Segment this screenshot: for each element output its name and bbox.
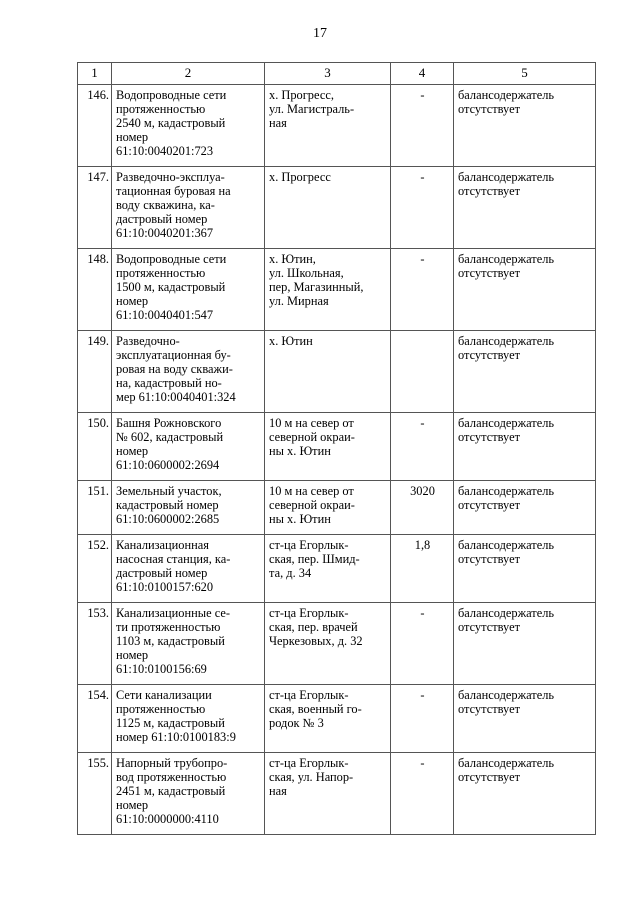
- object-name-line: 61:10:0100156:69: [116, 662, 207, 676]
- object-address-line: х. Прогресс,: [269, 88, 334, 102]
- row-number: 154.: [78, 685, 112, 753]
- object-name-line: Водопроводные сети: [116, 88, 227, 102]
- object-area: 1,8: [391, 535, 454, 603]
- object-name-line: № 602, кадастровый: [116, 430, 224, 444]
- object-name-line: 1500 м, кадастровый: [116, 280, 226, 294]
- object-name-line: дастровый номер: [116, 566, 208, 580]
- balance-holder-line: балансодержатель: [458, 484, 555, 498]
- balance-holder-line: балансодержатель: [458, 606, 555, 620]
- row-number: 155.: [78, 753, 112, 835]
- object-address-line: ская, пер. Шмид-: [269, 552, 360, 566]
- balance-holder-line: отсутствует: [458, 184, 520, 198]
- object-address-line: ская, пер. врачей: [269, 620, 358, 634]
- object-address: [265, 249, 391, 331]
- balance-holder-line: балансодержатель: [458, 538, 555, 552]
- object-address-line: ская, ул. Напор-: [269, 770, 354, 784]
- object-address-line: ст-ца Егорлык-: [269, 688, 349, 702]
- object-address: [265, 753, 391, 835]
- object-name-line: воду скважина, ка-: [116, 198, 215, 212]
- object-name-line: 2540 м, кадастровый: [116, 116, 226, 130]
- balance-holder: [454, 535, 596, 603]
- object-address-line: ул. Школьная,: [269, 266, 344, 280]
- object-address: [265, 481, 391, 535]
- object-address: [265, 535, 391, 603]
- registry-table: [77, 62, 596, 835]
- object-name-line: мер 61:10:0040401:324: [116, 390, 236, 404]
- table-row: [78, 603, 596, 685]
- object-name-line: Водопроводные сети: [116, 252, 227, 266]
- table-row: [78, 413, 596, 481]
- object-name-line: Канализационная: [116, 538, 209, 552]
- header-col-4: 4: [391, 63, 454, 85]
- object-name-line: 61:10:0600002:2694: [116, 458, 220, 472]
- object-address: [265, 167, 391, 249]
- object-area: -: [391, 167, 454, 249]
- object-address-line: северной окраи-: [269, 498, 355, 512]
- row-number: 150.: [78, 413, 112, 481]
- balance-holder: [454, 481, 596, 535]
- object-address-line: ная: [269, 784, 287, 798]
- table-row: [78, 167, 596, 249]
- balance-holder-line: балансодержатель: [458, 88, 555, 102]
- object-name-line: протяженностью: [116, 102, 206, 116]
- table-row: [78, 481, 596, 535]
- object-name-line: Разведочно-: [116, 334, 180, 348]
- object-name-line: номер: [116, 648, 149, 662]
- header-col-2: 2: [112, 63, 265, 85]
- object-name-line: 1125 м, кадастровый: [116, 716, 225, 730]
- table-row: [78, 249, 596, 331]
- object-name-line: протяженностью: [116, 702, 206, 716]
- table-row: [78, 753, 596, 835]
- object-name-line: Канализационные се-: [116, 606, 230, 620]
- object-address: [265, 331, 391, 413]
- balance-holder-line: балансодержатель: [458, 688, 555, 702]
- object-name-line: 61:10:0040401:547: [116, 308, 214, 322]
- object-address: [265, 603, 391, 685]
- object-name-line: 61:10:0600002:2685: [116, 512, 220, 526]
- balance-holder-line: отсутствует: [458, 266, 520, 280]
- object-name-line: Земельный участок,: [116, 484, 222, 498]
- balance-holder-line: отсутствует: [458, 552, 520, 566]
- balance-holder-line: отсутствует: [458, 498, 520, 512]
- object-name: [112, 413, 265, 481]
- object-name-line: тационная буровая на: [116, 184, 231, 198]
- object-address-line: ная: [269, 116, 287, 130]
- object-area: -: [391, 753, 454, 835]
- object-name-line: вод протяженностью: [116, 770, 227, 784]
- row-number: 149.: [78, 331, 112, 413]
- balance-holder: [454, 413, 596, 481]
- object-name-line: 1103 м, кадастровый: [116, 634, 225, 648]
- row-number: 147.: [78, 167, 112, 249]
- row-number: 148.: [78, 249, 112, 331]
- balance-holder-line: отсутствует: [458, 620, 520, 634]
- balance-holder: [454, 331, 596, 413]
- row-number: 151.: [78, 481, 112, 535]
- balance-holder-line: балансодержатель: [458, 252, 555, 266]
- header-col-5: 5: [454, 63, 596, 85]
- table-row: [78, 331, 596, 413]
- object-name-line: кадастровый номер: [116, 498, 219, 512]
- object-name-line: дастровый номер: [116, 212, 208, 226]
- balance-holder-line: балансодержатель: [458, 756, 555, 770]
- object-name-line: 61:10:0040201:367: [116, 226, 214, 240]
- table-row: [78, 85, 596, 167]
- object-address-line: ул. Магистраль-: [269, 102, 355, 116]
- balance-holder-line: балансодержатель: [458, 170, 555, 184]
- object-area: -: [391, 603, 454, 685]
- object-address-line: та, д. 34: [269, 566, 312, 580]
- header-col-1: 1: [78, 63, 112, 85]
- object-name-line: номер: [116, 130, 149, 144]
- page-number: 17: [313, 26, 327, 41]
- table-header: [78, 63, 596, 85]
- header-row: [78, 63, 596, 85]
- object-address-line: 10 м на север от: [269, 416, 354, 430]
- balance-holder-line: отсутствует: [458, 430, 520, 444]
- object-address-line: родок № 3: [269, 716, 324, 730]
- header-col-3: 3: [265, 63, 391, 85]
- object-name-line: номер: [116, 798, 149, 812]
- object-name-line: протяженностью: [116, 266, 206, 280]
- object-name: [112, 603, 265, 685]
- balance-holder-line: балансодержатель: [458, 334, 555, 348]
- balance-holder: [454, 685, 596, 753]
- object-name-line: номер 61:10:0100183:9: [116, 730, 236, 744]
- object-area: 3020: [391, 481, 454, 535]
- object-name-line: ровая на воду скважи-: [116, 362, 233, 376]
- object-name: [112, 249, 265, 331]
- object-area: -: [391, 685, 454, 753]
- object-address-line: ул. Мирная: [269, 294, 329, 308]
- object-address-line: ст-ца Егорлык-: [269, 606, 349, 620]
- balance-holder: [454, 85, 596, 167]
- object-address: [265, 413, 391, 481]
- table-body: [78, 85, 596, 835]
- object-name-line: номер: [116, 294, 149, 308]
- row-number: 153.: [78, 603, 112, 685]
- object-address-line: пер, Магазинный,: [269, 280, 364, 294]
- object-address-line: х. Ютин,: [269, 252, 316, 266]
- object-name: [112, 685, 265, 753]
- object-name: [112, 535, 265, 603]
- object-name-line: 61:10:0040201:723: [116, 144, 214, 158]
- object-name-line: 61:10:0000000:4110: [116, 812, 219, 826]
- object-address-line: ны х. Ютин: [269, 512, 331, 526]
- object-name-line: Башня Рожновского: [116, 416, 222, 430]
- balance-holder: [454, 603, 596, 685]
- object-address-line: ст-ца Егорлык-: [269, 538, 349, 552]
- balance-holder-line: балансодержатель: [458, 416, 555, 430]
- object-name-line: 61:10:0100157:620: [116, 580, 214, 594]
- object-name-line: Напорный трубопро-: [116, 756, 228, 770]
- object-name: [112, 85, 265, 167]
- object-name-line: Сети канализации: [116, 688, 212, 702]
- object-address-line: 10 м на север от: [269, 484, 354, 498]
- balance-holder: [454, 249, 596, 331]
- object-area: -: [391, 413, 454, 481]
- object-address-line: х. Прогресс: [269, 170, 331, 184]
- balance-holder-line: отсутствует: [458, 102, 520, 116]
- object-name-line: ти протяженностью: [116, 620, 221, 634]
- table-row: [78, 535, 596, 603]
- balance-holder-line: отсутствует: [458, 702, 520, 716]
- balance-holder-line: отсутствует: [458, 348, 520, 362]
- row-number: 152.: [78, 535, 112, 603]
- object-area: -: [391, 249, 454, 331]
- object-address-line: х. Ютин: [269, 334, 313, 348]
- object-name-line: Разведочно-эксплуа-: [116, 170, 225, 184]
- object-address-line: северной окраи-: [269, 430, 355, 444]
- object-name-line: на, кадастровый но-: [116, 376, 222, 390]
- object-name: [112, 167, 265, 249]
- object-address-line: ст-ца Егорлык-: [269, 756, 349, 770]
- object-name-line: 2451 м, кадастровый: [116, 784, 226, 798]
- row-number: 146.: [78, 85, 112, 167]
- balance-holder-line: отсутствует: [458, 770, 520, 784]
- object-address: [265, 85, 391, 167]
- object-name-line: номер: [116, 444, 149, 458]
- object-address-line: ская, военный го-: [269, 702, 362, 716]
- object-name-line: насосная станция, ка-: [116, 552, 231, 566]
- object-address: [265, 685, 391, 753]
- object-name: [112, 481, 265, 535]
- object-area: [391, 331, 454, 413]
- object-name-line: эксплуатационная бу-: [116, 348, 231, 362]
- object-name: [112, 331, 265, 413]
- table-row: [78, 685, 596, 753]
- balance-holder: [454, 753, 596, 835]
- object-address-line: Черкезовых, д. 32: [269, 634, 363, 648]
- object-address-line: ны х. Ютин: [269, 444, 331, 458]
- object-area: -: [391, 85, 454, 167]
- balance-holder: [454, 167, 596, 249]
- object-name: [112, 753, 265, 835]
